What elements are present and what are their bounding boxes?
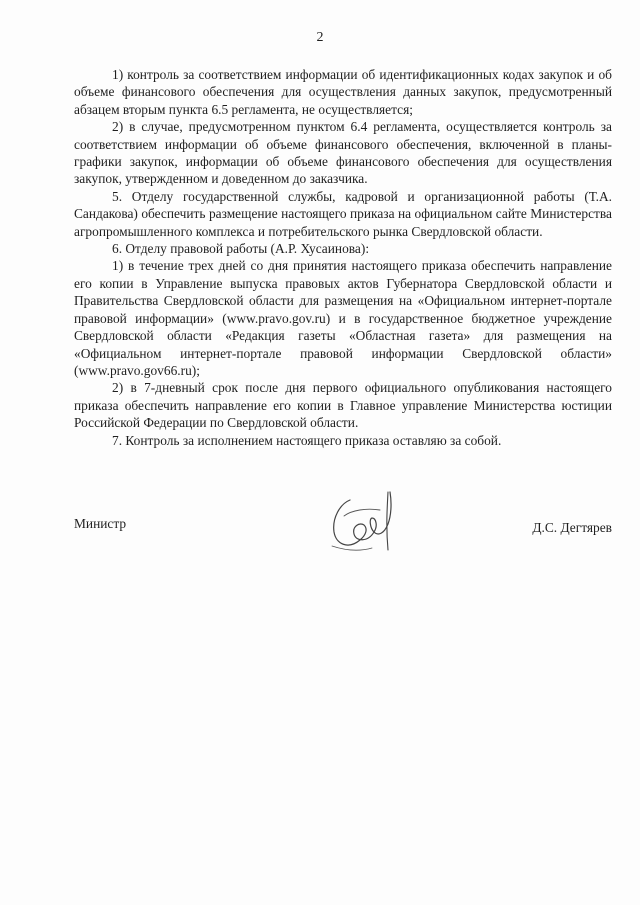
paragraph-item-1: 1) контроль за соответствием информации об идентификационных кодах закупок и об объеме финансового обеспечения для осуществления данных закупок, предусмотренный абзацем вторым пункта 6.5 регламента, не осуществляется;: [74, 67, 612, 117]
document-body: [74, 66, 612, 449]
paragraph-item-5: 5. Отделу государственной службы, кадровой и организационной работы (Т.А. Сандакова) обеспечить размещение настоящего приказа на официальном сайте Министерства агропромышленного комплекса и потребительского рынка Свердловской области.: [74, 188, 612, 239]
paragraph-item-6-1: 1) в течение трех дней со дня принятия настоящего приказа обеспечить направление его копии в Управление выпуска правовых актов Губернатора Свердловской области и Правительства Свердловской области для размещения на «Официальном интернет-портале правовой информации» (www.pravo.gov.ru) и в государственное бюджетное учреждение Свердловской области «Редакция газеты «Областная газета» для размещения на «Официальном интернет-портале правовой информации Свердловской области» (www.pravo.gov66.ru);: [74, 258, 612, 378]
paragraph-item-6: 6. Отделу правовой работы (А.Р. Хусаинова):: [112, 241, 370, 257]
signatory-title: Министр: [74, 516, 127, 531]
paragraph-item-7: 7. Контроль за исполнением настоящего приказа оставляю за собой.: [112, 432, 502, 448]
handwritten-signature: [314, 480, 414, 562]
page-number: 2: [316, 30, 324, 45]
signature-block: [74, 506, 612, 576]
paragraph-item-6-2: 2) в 7-дневный срок после дня первого официального опубликования настоящего приказа обеспечить направление его копии в Главное управление Министерства юстиции Российской Федерации по Свердловской области.: [74, 380, 612, 431]
signatory-name: Д.С. Дегтярев: [532, 520, 612, 535]
paragraph-item-2: 2) в случае, предусмотренном пунктом 6.4 регламента, осуществляется контроль за соответствием информации об объеме финансового обеспечения, включенной в планы-графики закупок, информации об объеме финансового обеспечения для осуществления закупок, утвержденном и доведенном до заказчика.: [74, 119, 612, 187]
